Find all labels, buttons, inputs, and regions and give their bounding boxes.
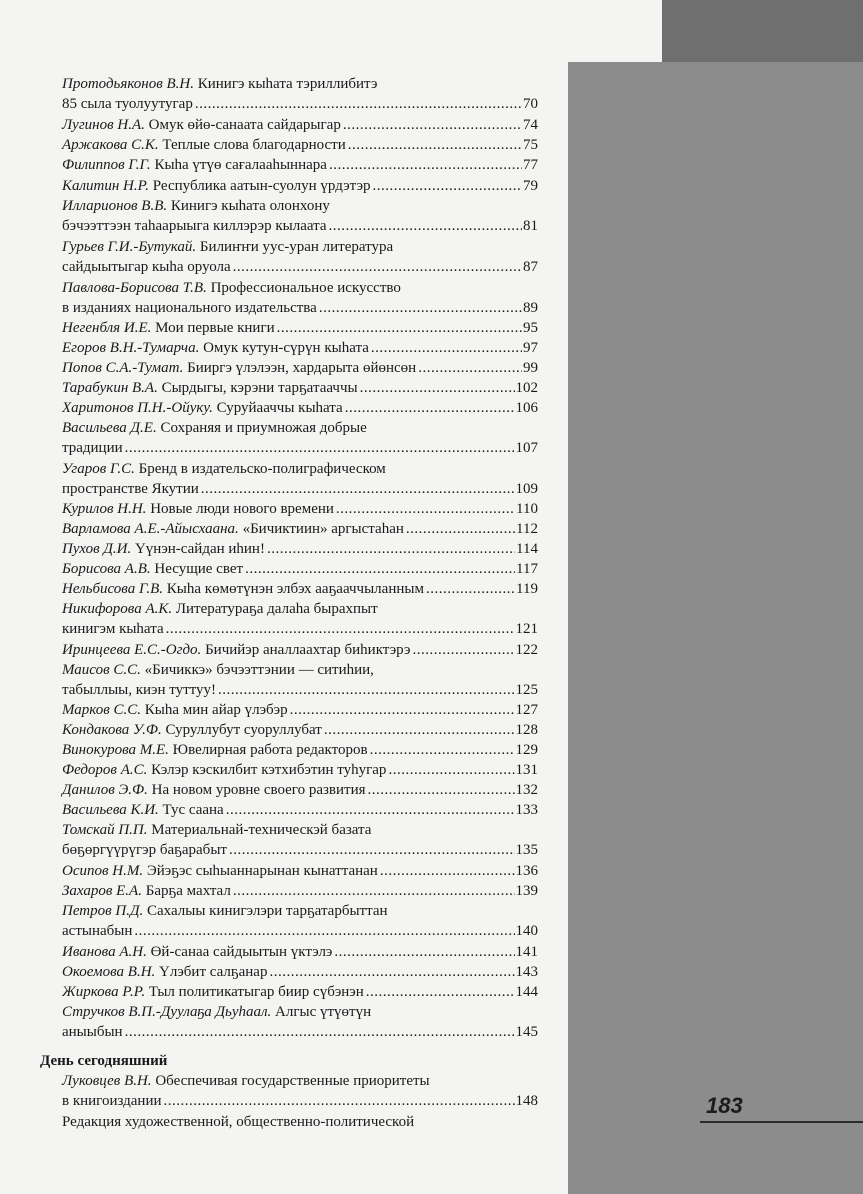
entry-author: Окоемова В.Н.	[62, 964, 156, 980]
toc-entry	[62, 599, 538, 640]
side-gray-panel	[568, 62, 863, 1194]
entry-author: Васильева Д.Е.	[62, 420, 157, 436]
entry-author: Нельбисова Г.В.	[62, 581, 164, 597]
entry-author: Гурьев Г.И.-Бутукай.	[62, 239, 197, 255]
entry-title: Сохраняя и приумножая добрые	[160, 420, 367, 436]
entry-page: 114	[516, 541, 538, 557]
entry-author: Борисова А.В.	[62, 561, 151, 577]
entry-author: Федоров А.С.	[62, 762, 148, 778]
entry-author: Угаров Г.С.	[62, 461, 135, 477]
entry-title: Материальнай-техническэй базата	[151, 822, 372, 838]
entry-author: Никифорова А.К.	[62, 601, 173, 617]
entry-title: Кинигэ кыһата тэриллибитэ	[197, 76, 378, 92]
toc-entry	[62, 780, 538, 800]
entry-title: Профессиональное искусство	[210, 280, 401, 296]
entry-author: Калитин Н.Р.	[62, 178, 150, 194]
entry-page: 99	[523, 360, 538, 376]
entry-page: 131	[515, 762, 538, 778]
toc-entry	[62, 820, 538, 861]
entry-page: 75	[523, 137, 538, 153]
entry-page: 145	[515, 1024, 538, 1041]
entry-author: Тарабукин В.А.	[62, 380, 158, 396]
entry-title: Билиҥҥи уус-уран литература	[199, 239, 394, 255]
toc-entry	[62, 760, 538, 780]
entry-author: Петров П.Д.	[62, 903, 144, 919]
entry-author: Осипов Н.М.	[62, 863, 144, 879]
toc-entry	[62, 278, 538, 319]
entry-title: Бичийэр аналлаахтар биһиктэрэ	[205, 642, 411, 658]
entry-author: Маисов С.С.	[62, 662, 141, 678]
entry-author: Негенбля И.Е.	[62, 320, 152, 336]
entry-title: Омук кутун-сүрүн кыһата	[203, 340, 369, 356]
entry-author: Захаров Е.А.	[62, 883, 142, 899]
toc-entry	[62, 176, 538, 196]
entry-title: в изданиях национального издательства	[62, 300, 317, 317]
toc-entry	[62, 1002, 538, 1043]
toc-entry	[62, 942, 538, 962]
toc-entry	[62, 881, 538, 901]
entry-page: 70	[523, 96, 538, 113]
entry-page: 140	[515, 923, 538, 940]
section-heading: День сегодняшний	[40, 1053, 168, 1069]
entry-title: Үлэбит салҕанар	[159, 964, 268, 980]
entry-page: 95	[523, 320, 538, 336]
entry-page: 144	[515, 984, 538, 1000]
entry-author: Аржакова С.К.	[62, 137, 159, 153]
entry-page: 136	[515, 863, 538, 879]
entry-author: Харитонов П.Н.-Ойуку.	[62, 400, 213, 416]
toc-entry	[62, 499, 538, 519]
entry-author: Попов С.А.-Тумат.	[62, 360, 184, 376]
entry-title: Тыл политикатыгар биир сүбэнэн	[148, 984, 364, 1000]
entry-page: 81	[523, 218, 538, 235]
entry-title: Кинигэ кыһата олонхону	[170, 198, 330, 214]
entry-page: 109	[515, 481, 538, 498]
entry-title: Өй-санаа сайдыытын үктэлэ	[150, 944, 333, 960]
entry-title: Ювелирная работа редакторов	[172, 742, 368, 758]
toc-entry	[62, 318, 538, 338]
entry-page: 89	[523, 300, 538, 317]
entry-page: 87	[523, 259, 538, 276]
entry-title: Кыһа көмөтүнэн элбэх ааҕааччыланным	[166, 581, 424, 597]
entry-author: Томскай П.П.	[62, 822, 148, 838]
toc-entry	[62, 720, 538, 740]
toc-entry	[62, 962, 538, 982]
entry-page: 77	[523, 157, 538, 173]
toc-entry	[62, 700, 538, 720]
entry-title: Эйэҕэс сыһыаннарынан кынаттанан	[146, 863, 378, 879]
entry-author: Павлова-Борисова Т.В.	[62, 280, 207, 296]
entry-author: Илларионов В.В.	[62, 198, 168, 214]
entry-title: Сырдыгы, кэрэни тарҕатааччы	[161, 380, 358, 396]
entry-title: Литератураҕа далаһа бырахпыт	[175, 601, 378, 617]
page-number: 183	[706, 1093, 743, 1118]
entry-page: 139	[515, 883, 538, 899]
entry-page: 129	[515, 742, 538, 758]
entry-author: Иванова А.Н.	[62, 944, 147, 960]
entry-page: 143	[515, 964, 538, 980]
toc-entry	[62, 1071, 538, 1112]
entry-title: Несущие свет	[154, 561, 244, 577]
entry-title: Бренд в издательско-полиграфическом	[138, 461, 386, 477]
entry-page: 106	[515, 400, 538, 416]
entry-title: аныыбын	[62, 1024, 123, 1041]
entry-author: Кондакова У.Ф.	[62, 722, 162, 738]
entry-title: «Бичиктиин» аргыстаһан	[242, 521, 404, 537]
entry-title: Омук өйө-санаата сайдарыгар	[148, 117, 341, 133]
entry-title: бөҕөргүүрүгэр баҕарабыт	[62, 842, 227, 859]
entry-title: «Бичиккэ» бэчээттэнии — ситиһии,	[144, 662, 374, 678]
entry-page: 141	[515, 944, 538, 960]
entry-title: Кыһа мин айар үлэбэр	[144, 702, 288, 718]
entry-title: бэчээттээн таһаарыыга киллэрэр кылаата	[62, 218, 327, 235]
page-number-rule	[700, 1121, 863, 1123]
entry-page: 79	[523, 178, 538, 194]
entry-author: Винокурова М.Е.	[62, 742, 169, 758]
entry-title: Бииргэ үлэлээн, хардарыта өйөнсөн	[187, 360, 417, 376]
entry-page: 102	[515, 380, 538, 396]
entry-title: Тус саана	[162, 802, 224, 818]
toc-entry	[62, 237, 538, 278]
entry-page: 122	[515, 642, 538, 658]
entry-title: пространстве Якутии	[62, 481, 199, 498]
entry-title: Кыһа үтүө сағалааһыннара	[154, 157, 327, 173]
toc-entry	[62, 740, 538, 760]
entry-page: 97	[523, 340, 538, 356]
entry-title: Сахалыы кинигэлэри тарҕатарбыттан	[147, 903, 388, 919]
entry-page: 133	[515, 802, 538, 818]
toc-entry	[62, 982, 538, 1002]
entry-author: Стручков В.П.-Дуулаҕа Дьуһаал.	[62, 1004, 272, 1020]
entry-title: Новые люди нового времени	[150, 501, 334, 517]
entry-author: Егоров В.Н.-Тумарча.	[62, 340, 200, 356]
toc-entry	[62, 559, 538, 579]
entry-author: Филиппов Г.Г.	[62, 157, 151, 173]
toc-entry	[62, 660, 538, 701]
entry-title: Кэлэр кэскилбит кэтхибэтин туһугар	[151, 762, 387, 778]
entry-page: 119	[516, 581, 538, 597]
entry-author: Луковцев В.Н.	[62, 1073, 152, 1089]
toc-entry	[62, 901, 538, 942]
entry-page: 135	[515, 842, 538, 859]
toc-entry	[62, 800, 538, 820]
entry-title: сайдыытыгар кыһа оруола	[62, 259, 231, 276]
toc-entry	[62, 74, 538, 115]
toc-entry	[62, 1112, 538, 1132]
toc-entry	[62, 338, 538, 358]
entry-title: традиции	[62, 440, 123, 457]
entry-title: Обеспечивая государственные приоритеты	[155, 1073, 430, 1089]
top-gray-block	[662, 0, 863, 62]
toc-entry	[62, 539, 538, 559]
entry-page: 107	[515, 440, 538, 457]
entry-title: Мои первые книги	[155, 320, 275, 336]
entry-author: Варламова А.Е.-Айысхаана.	[62, 521, 239, 537]
entry-author: Курилов Н.Н.	[62, 501, 147, 517]
entry-title: Теплые слова благодарности	[162, 137, 346, 153]
toc-entry	[62, 861, 538, 881]
entry-title: Суруллубут суоруллубат	[165, 722, 322, 738]
entry-author: Васильева К.И.	[62, 802, 159, 818]
entry-title: Алгыс үтүөтүн	[275, 1004, 372, 1020]
entry-title: 85 сыла туолуутугар	[62, 96, 193, 113]
entry-title: астынабын	[62, 923, 133, 940]
entry-page: 148	[515, 1093, 538, 1110]
entry-page: 117	[516, 561, 538, 577]
toc-entry	[62, 196, 538, 237]
toc-entry	[62, 640, 538, 660]
toc-entry	[62, 398, 538, 418]
entry-author: Данилов Э.Ф.	[62, 782, 148, 798]
entry-page: 125	[515, 682, 538, 699]
entry-title: Редакция художественной, общественно-политической	[62, 1114, 415, 1130]
toc-entry	[62, 519, 538, 539]
entry-title: Суруйааччы кыһата	[216, 400, 343, 416]
toc-entry	[62, 115, 538, 135]
entry-page: 128	[515, 722, 538, 738]
entry-author: Жиркова Р.Р.	[62, 984, 146, 1000]
toc-entry	[62, 358, 538, 378]
entry-page: 127	[515, 702, 538, 718]
entry-title: кинигэм кыһата	[62, 621, 164, 638]
toc-entry	[62, 378, 538, 398]
entry-author: Иринцеева Е.С.-Огдо.	[62, 642, 202, 658]
entry-title: табыллыы, киэн туттуу!	[62, 682, 217, 699]
toc-entry	[62, 135, 538, 155]
entry-title: Барҕа махтал	[145, 883, 231, 899]
toc-entry	[62, 155, 538, 175]
entry-title: Республика аатын-суолун үрдэтэр	[152, 178, 371, 194]
entry-author: Марков С.С.	[62, 702, 141, 718]
toc-entry	[62, 459, 538, 500]
entry-author: Протодьяконов В.Н.	[62, 76, 194, 92]
entry-page: 121	[515, 621, 538, 638]
entry-author: Пухов Д.И.	[62, 541, 132, 557]
entry-page: 112	[516, 521, 538, 537]
entry-author: Лугинов Н.А.	[62, 117, 145, 133]
entry-title: Үүнэн-сайдан иһин!	[134, 541, 265, 557]
entry-page: 110	[516, 501, 538, 517]
entry-page: 74	[523, 117, 538, 133]
entry-title: в книгоиздании	[62, 1093, 162, 1110]
entry-title: На новом уровне своего развития	[151, 782, 366, 798]
toc-entry	[62, 418, 538, 459]
entry-page: 132	[515, 782, 538, 798]
toc-entry	[62, 579, 538, 599]
